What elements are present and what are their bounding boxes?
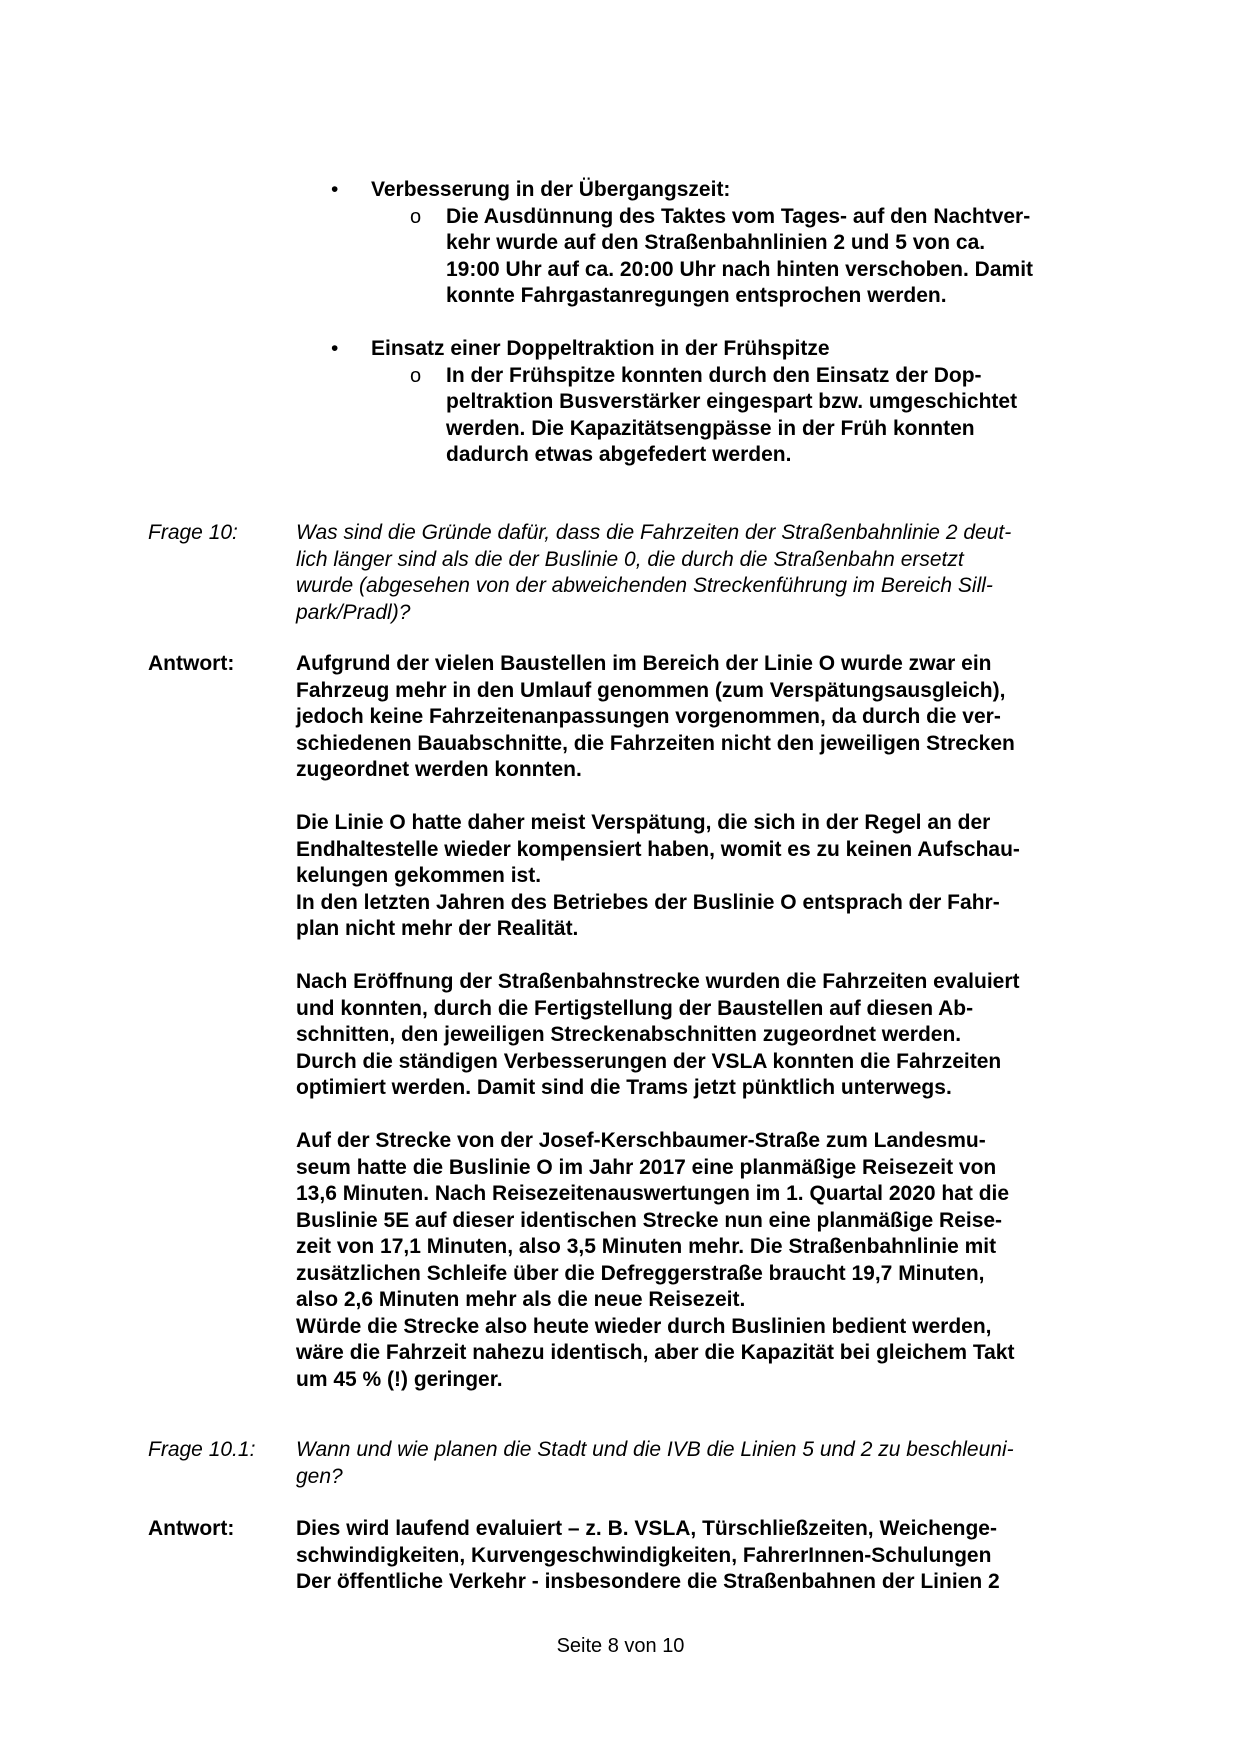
answer-text — [296, 1516, 1000, 1596]
text-line: seum hatte die Buslinie O im Jahr 2017 eine planmäßige Reisezeit von — [296, 1155, 997, 1179]
text-line: Fahrzeug mehr in den Umlauf genommen (zum Verspätungsausgleich), — [296, 678, 1006, 702]
question-label: Frage 10: — [148, 521, 238, 544]
text-line: Durch die ständigen Verbesserungen der VSLA konnten die Fahrzeiten — [296, 1049, 1002, 1073]
text-line: Wann und wie planen die Stadt und die IVB die Linien 5 und 2 zu beschleuni- — [296, 1438, 1014, 1461]
bullet-dot: • — [331, 178, 339, 201]
text-line: Der öffentliche Verkehr - insbesondere die Straßenbahnen der Linien 2 — [296, 1570, 1000, 1593]
text-line: zeit von 17,1 Minuten, also 3,5 Minuten mehr. Die Straßenbahnlinie mit — [296, 1235, 997, 1258]
text-line: Aufgrund der vielen Baustellen im Bereich der Linie O wurde zwar ein — [296, 652, 992, 675]
text-line: kelungen gekommen ist. — [296, 864, 542, 887]
text-line: Was sind die Gründe dafür, dass die Fahrzeiten der Straßenbahnlinie 2 deut- — [296, 521, 1012, 544]
sub-bullet-circle: o — [410, 205, 422, 228]
text-line: dadurch etwas abgefedert werden. — [446, 443, 792, 466]
text-line: 13,6 Minuten. Nach Reisezeitenauswertungen im 1. Quartal 2020 hat die — [296, 1182, 1010, 1205]
text-line: Auf der Strecke von der Josef-Kerschbaumer-Straße zum Landesmu- — [296, 1129, 986, 1152]
text-line: werden. Die Kapazitätsengpässe in der Früh konnten — [446, 416, 975, 440]
answer-paragraph — [296, 969, 1020, 1102]
text-line: zusätzlichen Schleife über die Defreggerstraße braucht 19,7 Minuten, — [296, 1261, 985, 1285]
text-line: peltraktion Busverstärker eingespart bzw. umgeschichtet — [446, 390, 1018, 413]
bullet-title: Verbesserung in der Übergangszeit: — [371, 178, 731, 201]
sub-bullet-circle: o — [410, 364, 422, 387]
text-line: konnte Fahrgastanregungen entsprochen werden. — [446, 284, 947, 307]
text-line: Würde die Strecke also heute wieder durch Buslinien bedient werden, — [296, 1314, 992, 1338]
sub-bullet-text — [446, 363, 1017, 469]
bullet-dot: • — [331, 337, 339, 360]
text-line: gen? — [296, 1464, 343, 1488]
text-line: Endhaltestelle wieder kompensiert haben, womit es zu keinen Aufschau- — [296, 837, 1020, 861]
text-line: also 2,6 Minuten mehr als die neue Reisezeit. — [296, 1288, 746, 1311]
question-label: Frage 10.1: — [148, 1438, 256, 1461]
text-line: In den letzten Jahren des Betriebes der Buslinie O entsprach der Fahr- — [296, 890, 1000, 914]
text-line: Buslinie 5E auf dieser identischen Strecke nun eine planmäßige Reise- — [296, 1208, 1003, 1232]
text-line: zugeordnet werden konnten. — [296, 758, 582, 781]
answer-label: Antwort: — [148, 1517, 235, 1540]
text-line: Dies wird laufend evaluiert – z. B. VSLA, Türschließzeiten, Weichenge- — [296, 1517, 997, 1540]
text-line: schwindigkeiten, Kurvengeschwindigkeiten, FahrerInnen-Schulungen — [296, 1543, 992, 1567]
text-line: wäre die Fahrzeit nahezu identisch, aber die Kapazität bei gleichem Takt — [296, 1341, 1015, 1364]
text-line: park/Pradl)? — [296, 600, 411, 624]
page-footer: Seite 8 von 10 — [556, 1635, 685, 1657]
text-line: Die Ausdünnung des Taktes vom Tages- auf den Nachtver- — [446, 204, 1031, 228]
text-line: wurde (abgesehen von der abweichenden Streckenführung im Bereich Sill- — [296, 574, 993, 597]
text-line: um 45 % (!) geringer. — [296, 1367, 503, 1391]
sub-bullet-text — [446, 204, 1033, 310]
text-line: Nach Eröffnung der Straßenbahnstrecke wurden die Fahrzeiten evaluiert — [296, 970, 1020, 993]
text-line: plan nicht mehr der Realität. — [296, 917, 579, 940]
answer-paragraph — [296, 810, 1020, 943]
text-line: In der Frühspitze konnten durch den Einsatz der Dop- — [446, 363, 982, 387]
answer-label: Antwort: — [148, 652, 235, 675]
text-line: und konnten, durch die Fertigstellung der Baustellen auf diesen Ab- — [296, 996, 974, 1020]
question-text — [296, 1437, 1014, 1490]
text-line: jedoch keine Fahrzeitenanpassungen vorgenommen, da durch die ver- — [296, 705, 1001, 728]
question-text — [296, 520, 1011, 626]
text-line: schiedenen Bauabschnitte, die Fahrzeiten nicht den jeweiligen Strecken — [296, 731, 1015, 755]
answer-paragraph — [296, 651, 1020, 784]
text-line: kehr wurde auf den Straßenbahnlinien 2 und 5 von ca. — [446, 231, 986, 254]
text-line: optimiert werden. Damit sind die Trams jetzt pünktlich unterwegs. — [296, 1076, 952, 1099]
text-line: 19:00 Uhr auf ca. 20:00 Uhr nach hinten verschoben. Damit — [446, 257, 1034, 281]
text-line: schnitten, den jeweiligen Streckenabschnitten zugeordnet werden. — [296, 1023, 962, 1046]
text-line: lich länger sind als die der Buslinie 0, die durch die Straßenbahn ersetzt — [296, 547, 964, 571]
answer-text — [296, 651, 1020, 1420]
text-line: Die Linie O hatte daher meist Verspätung, die sich in der Regel an der — [296, 811, 991, 834]
bullet-title: Einsatz einer Doppeltraktion in der Frühspitze — [371, 337, 830, 360]
answer-paragraph — [296, 1128, 1020, 1393]
